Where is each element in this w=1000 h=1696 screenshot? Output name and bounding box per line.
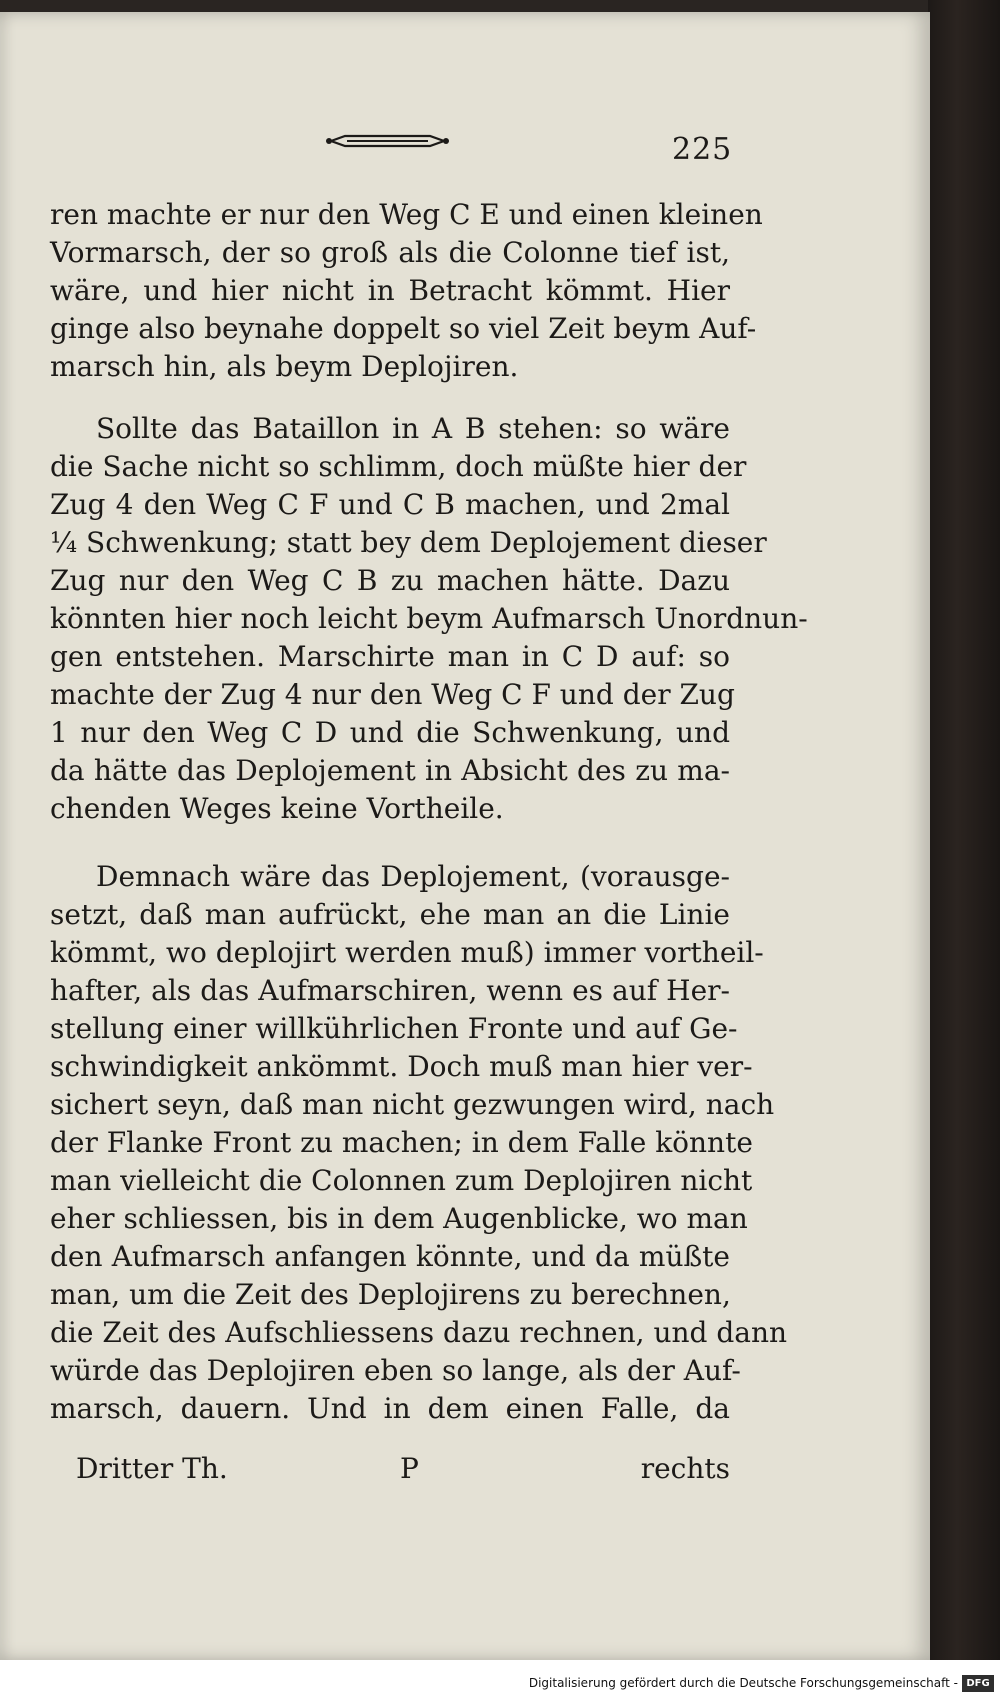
text-line: ginge also beynahe doppelt so viel Zeit beym Auf- (50, 312, 757, 345)
text-line: Sollte das Bataillon in A B stehen: so wäre (96, 412, 730, 445)
paragraph-3 (50, 858, 788, 1428)
text-line: Demnach wäre das Deplojement, (vorausge- (96, 860, 730, 893)
ornament-rule (325, 128, 450, 154)
paragraph-1 (50, 196, 763, 386)
signature-title: Dritter Th. (76, 1452, 228, 1485)
text-line: gen entstehen. Marschirte man in C D auf: so (50, 640, 730, 673)
text-line: machte der Zug 4 nur den Weg C F und der Zug (50, 678, 735, 711)
text-line: man, um die Zeit des Deplojirens zu berechnen, (50, 1278, 731, 1311)
bottom-strip (0, 1660, 1000, 1672)
catchword: rechts (640, 1452, 730, 1485)
dfg-logo-icon: DFG (962, 1675, 994, 1692)
text-line: man vielleicht die Colonnen zum Deplojiren nicht (50, 1164, 753, 1197)
text-line: kömmt, wo deplojirt werden muß) immer vortheil- (50, 936, 764, 969)
paragraph-2 (50, 410, 808, 828)
credit-text: Digitalisierung gefördert durch die Deutsche Forschungsgemeinschaft - (528, 1676, 958, 1690)
signature-mark: P (400, 1452, 419, 1485)
credit-bar (0, 1672, 1000, 1696)
text-line: marsch hin, als beym Deplojiren. (50, 350, 519, 383)
text-line: könnten hier noch leicht beym Aufmarsch Unordnun- (50, 602, 808, 635)
text-line: setzt, daß man aufrückt, ehe man an die Linie (50, 898, 730, 931)
text-line: hafter, als das Aufmarschiren, wenn es auf Her- (50, 974, 730, 1007)
text-line: der Flanke Front zu machen; in dem Falle könnte (50, 1126, 753, 1159)
text-line: sichert seyn, daß man nicht gezwungen wird, nach (50, 1088, 775, 1121)
text-line: 1 nur den Weg C D und die Schwenkung, und (50, 716, 730, 749)
text-line: chenden Weges keine Vortheile. (50, 792, 504, 825)
text-line: schwindigkeit ankömmt. Doch muß man hier ver- (50, 1050, 753, 1083)
page-number: 225 (672, 132, 733, 167)
text-line: ¼ Schwenkung; statt bey dem Deplojement dieser (50, 526, 767, 559)
text-line: wäre, und hier nicht in Betracht kömmt. Hier (50, 274, 730, 307)
text-line: die Zeit des Aufschliessens dazu rechnen, und dann (50, 1316, 788, 1349)
text-line: marsch, dauern. Und in dem einen Falle, da (50, 1392, 730, 1425)
text-line: Zug nur den Weg C B zu machen hätte. Dazu (50, 564, 730, 597)
text-line: Vormarsch, der so groß als die Colonne tief ist, (50, 236, 730, 269)
text-line: eher schliessen, bis in dem Augenblicke, wo man (50, 1202, 748, 1235)
text-line: den Aufmarsch anfangen könnte, und da müßte (50, 1240, 730, 1273)
book-page (0, 12, 930, 1660)
page-footer (50, 1452, 730, 1492)
text-line: stellung einer willkührlichen Fronte und auf Ge- (50, 1012, 738, 1045)
text-line: die Sache nicht so schlimm, doch müßte hier der (50, 450, 747, 483)
text-line: da hätte das Deplojement in Absicht des zu ma- (50, 754, 730, 787)
text-line: würde das Deplojiren eben so lange, als der Auf- (50, 1354, 741, 1387)
text-line: ren machte er nur den Weg C E und einen kleinen (50, 198, 763, 231)
book-edge (928, 0, 1000, 1660)
text-line: Zug 4 den Weg C F und C B machen, und 2mal (50, 488, 730, 521)
